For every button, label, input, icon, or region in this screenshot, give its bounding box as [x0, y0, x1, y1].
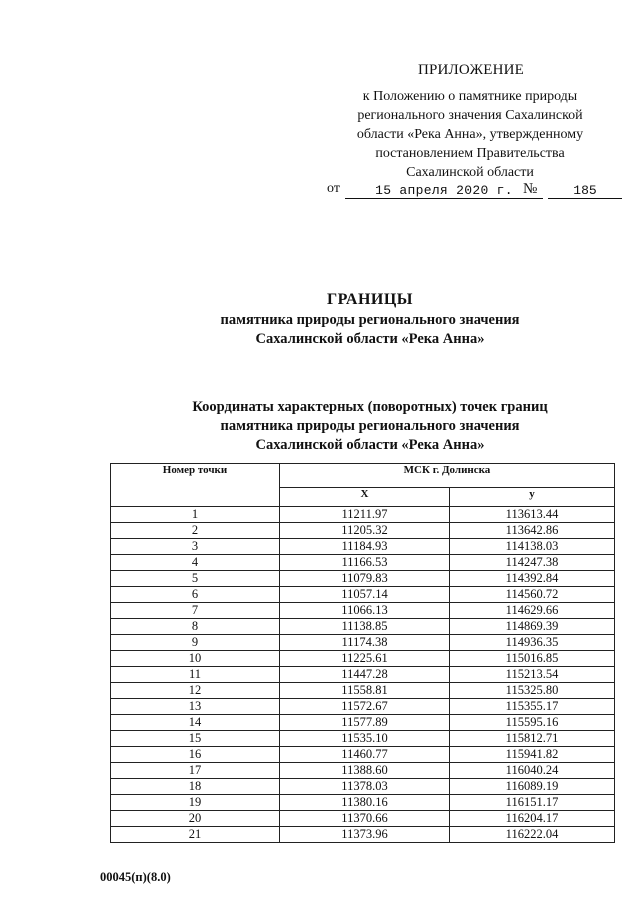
- point-number: 2: [111, 523, 280, 539]
- x-value: 11577.89: [280, 715, 450, 731]
- coordinates-title-line: Координаты характерных (поворотных) точек границ: [192, 399, 548, 415]
- coordinates-heading: [140, 398, 600, 455]
- table-row: [111, 619, 615, 635]
- coordinates-table: [110, 463, 615, 843]
- boundaries-heading: [140, 291, 600, 349]
- y-value: 116040.24: [450, 763, 615, 779]
- point-number: 1: [111, 507, 280, 523]
- point-number: 11: [111, 667, 280, 683]
- appendix-description: [330, 87, 610, 182]
- decree-date: 15 апреля 2020 г.: [345, 183, 543, 199]
- y-value: 114138.03: [450, 539, 615, 555]
- table-row: [111, 779, 615, 795]
- table-row: [111, 683, 615, 699]
- table-row: [111, 731, 615, 747]
- column-header-coordinate-system: МСК г. Долинска: [280, 464, 615, 488]
- appendix-title: ПРИЛОЖЕНИЕ: [417, 62, 525, 78]
- y-value: 115941.82: [450, 747, 615, 763]
- x-value: 11174.38: [280, 635, 450, 651]
- point-number: 5: [111, 571, 280, 587]
- x-value: 11447.28: [280, 667, 450, 683]
- x-value: 11535.10: [280, 731, 450, 747]
- y-value: 115812.71: [450, 731, 615, 747]
- x-value: 11184.93: [280, 539, 450, 555]
- y-value: 116151.17: [450, 795, 615, 811]
- x-value: 11079.83: [280, 571, 450, 587]
- y-value: 115355.17: [450, 699, 615, 715]
- point-number: 10: [111, 651, 280, 667]
- coordinates-title-line: памятника природы регионального значения: [220, 418, 520, 434]
- table-body: [111, 507, 615, 843]
- column-header-point: Номер точки: [111, 464, 280, 507]
- appendix-header: [330, 62, 610, 182]
- x-value: 11558.81: [280, 683, 450, 699]
- y-value: 114869.39: [450, 619, 615, 635]
- table-row: [111, 651, 615, 667]
- appendix-line: к Положению о памятнике природы: [362, 89, 578, 104]
- table-row: [111, 587, 615, 603]
- appendix-line: постановлением Правительства: [375, 146, 565, 161]
- x-value: 11380.16: [280, 795, 450, 811]
- boundaries-subtitle-line: Сахалинской области «Река Анна»: [255, 331, 485, 347]
- table-row: [111, 667, 615, 683]
- appendix-line: области «Река Анна», утвержденному: [356, 127, 584, 142]
- x-value: 11572.67: [280, 699, 450, 715]
- appendix-line: регионального значения Сахалинской: [357, 108, 583, 123]
- x-value: 11066.13: [280, 603, 450, 619]
- x-value: 11373.96: [280, 827, 450, 843]
- table-row: [111, 827, 615, 843]
- y-value: 115595.16: [450, 715, 615, 731]
- point-number: 14: [111, 715, 280, 731]
- x-value: 11211.97: [280, 507, 450, 523]
- point-number: 9: [111, 635, 280, 651]
- y-value: 115016.85: [450, 651, 615, 667]
- y-value: 115325.80: [450, 683, 615, 699]
- x-value: 11460.77: [280, 747, 450, 763]
- x-value: 11205.32: [280, 523, 450, 539]
- y-value: 113642.86: [450, 523, 615, 539]
- y-value: 114936.35: [450, 635, 615, 651]
- x-value: 11166.53: [280, 555, 450, 571]
- point-number: 3: [111, 539, 280, 555]
- document-code: 00045(п)(8.0): [100, 870, 171, 884]
- point-number: 15: [111, 731, 280, 747]
- point-number: 21: [111, 827, 280, 843]
- coordinates-title-line: Сахалинской области «Река Анна»: [255, 437, 485, 453]
- x-value: 11378.03: [280, 779, 450, 795]
- table-row: [111, 811, 615, 827]
- x-value: 11225.61: [280, 651, 450, 667]
- point-number: 7: [111, 603, 280, 619]
- y-value: 115213.54: [450, 667, 615, 683]
- y-value: 113613.44: [450, 507, 615, 523]
- y-value: 116089.19: [450, 779, 615, 795]
- table-row: [111, 555, 615, 571]
- point-number: 18: [111, 779, 280, 795]
- table-row: [111, 539, 615, 555]
- date-label: от: [327, 181, 340, 196]
- y-value: 114629.66: [450, 603, 615, 619]
- x-value: 11138.85: [280, 619, 450, 635]
- point-number: 20: [111, 811, 280, 827]
- table-row: [111, 523, 615, 539]
- table-row: [111, 715, 615, 731]
- number-sign: №: [523, 181, 538, 197]
- point-number: 12: [111, 683, 280, 699]
- y-value: 116222.04: [450, 827, 615, 843]
- point-number: 8: [111, 619, 280, 635]
- appendix-line: Сахалинской области: [406, 165, 534, 180]
- y-value: 114247.38: [450, 555, 615, 571]
- point-number: 6: [111, 587, 280, 603]
- decree-number: 185: [548, 183, 622, 199]
- y-value: 116204.17: [450, 811, 615, 827]
- y-value: 114392.84: [450, 571, 615, 587]
- table-row: [111, 763, 615, 779]
- point-number: 13: [111, 699, 280, 715]
- point-number: 16: [111, 747, 280, 763]
- point-number: 17: [111, 763, 280, 779]
- column-header-y: y: [450, 488, 615, 507]
- table-row: [111, 635, 615, 651]
- boundaries-subtitle-line: памятника природы регионального значения: [220, 312, 520, 328]
- decree-reference: [327, 181, 627, 203]
- table-row: [111, 795, 615, 811]
- x-value: 11057.14: [280, 587, 450, 603]
- table-row: [111, 507, 615, 523]
- table-row: [111, 571, 615, 587]
- point-number: 19: [111, 795, 280, 811]
- x-value: 11388.60: [280, 763, 450, 779]
- x-value: 11370.66: [280, 811, 450, 827]
- table-row: [111, 603, 615, 619]
- table-row: [111, 699, 615, 715]
- column-header-x: X: [280, 488, 450, 507]
- boundaries-title: ГРАНИЦЫ: [326, 291, 413, 308]
- table-row: [111, 747, 615, 763]
- point-number: 4: [111, 555, 280, 571]
- y-value: 114560.72: [450, 587, 615, 603]
